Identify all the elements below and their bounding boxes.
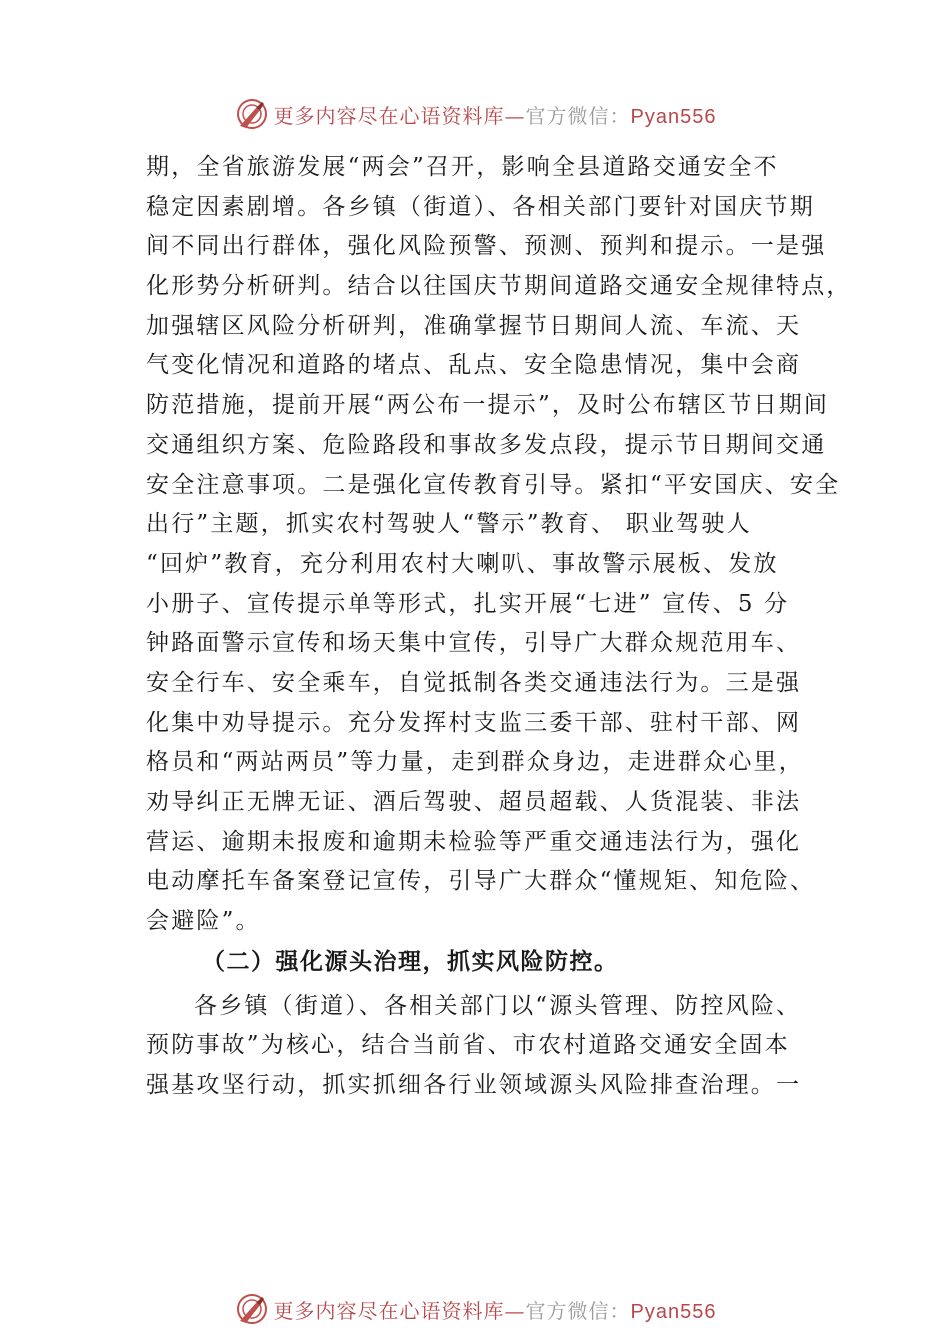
text-line: 防范措施，提前开展“两公布一提示”，及时公布辖区节日期间 xyxy=(146,392,830,419)
text-line: 强基攻坚行动，抓实抓细各行业领域源头风险排查治理。一 xyxy=(146,1072,802,1099)
text-line: 格员和“两站两员”等力量，走到群众身边，走进群众心里， xyxy=(146,749,804,776)
banner-wechat-id: Pyan556 xyxy=(630,1300,717,1323)
text-line: 化形势分析研判。结合以往国庆节期间道路交通安全规律特点， xyxy=(146,273,852,300)
banner-text xyxy=(274,1295,717,1324)
document-body xyxy=(146,148,852,1106)
text-line: 营运、逾期未报废和逾期未检验等严重交通违法行为，强化 xyxy=(146,828,802,855)
banner-wechat-label: 官方微信： xyxy=(525,103,631,128)
text-line: 预防事故”为核心，结合当前省、市农村道路交通安全固本 xyxy=(146,1032,790,1059)
text-line: 小册子、宣传提示单等形式，扎实开展“七进” 宣传、5 分 xyxy=(146,590,790,617)
paragraph-1 xyxy=(146,148,852,942)
banner-dash: — xyxy=(504,103,526,128)
banner-library-text: 更多内容尽在心语资料库 xyxy=(273,1298,505,1323)
text-line: 交通组织方案、危险路段和事故多发点段，提示节日期间交通 xyxy=(146,431,827,458)
section-heading: （二）强化源头治理，抓实风险防控。 xyxy=(202,947,619,975)
footer-banner xyxy=(0,1289,950,1329)
text-line: 稳定因素剧增。各乡镇（街道）、各相关部门要针对国庆节期 xyxy=(146,193,815,220)
text-line: 安全行车、安全乘车，自觉抵制各类交通违法行为。三是强 xyxy=(146,669,802,696)
text-line: 期，全省旅游发展“两会”召开，影响全县道路交通安全不 xyxy=(146,154,779,180)
pen-logo-icon xyxy=(234,1291,270,1327)
text-line: 加强辖区风险分析研判，准确掌握节日期间人流、车流、天 xyxy=(146,312,802,339)
text-line: 钟路面警示宣传和场天集中宣传，引导广大群众规范用车、 xyxy=(146,630,802,657)
text-line: 电动摩托车备案登记宣传，引导广大群众“懂规矩、知危险、 xyxy=(146,868,816,895)
banner-text xyxy=(274,100,717,129)
header-banner xyxy=(0,94,950,134)
banner-wechat-id: Pyan556 xyxy=(630,105,717,128)
text-line: 安全注意事项。二是强化宣传教育引导。紧扣“平安国庆、安全 xyxy=(146,471,841,498)
paragraph-2 xyxy=(146,987,836,1106)
banner-library-text: 更多内容尽在心语资料库 xyxy=(273,103,505,128)
text-line: 出行”主题，抓实农村驾驶人“警示”教育、 职业驾驶人 xyxy=(146,511,752,538)
pen-logo-icon xyxy=(234,96,270,132)
text-line: 间不同出行群体，强化风险预警、预测、预判和提示。一是强 xyxy=(146,233,827,260)
text-line: 会避险”。 xyxy=(146,908,261,935)
text-line: 各乡镇（街道）、各相关部门以“源头管理、防控风险、 xyxy=(194,992,802,1019)
text-line: “回炉”教育，充分利用农村大喇叭、事故警示展板、发放 xyxy=(146,550,779,577)
banner-wechat-label: 官方微信： xyxy=(525,1298,631,1323)
banner-dash: — xyxy=(504,1298,526,1323)
text-line: 气变化情况和道路的堵点、乱点、安全隐患情况，集中会商 xyxy=(146,352,802,379)
text-line: 化集中劝导提示。充分发挥村支监三委干部、驻村干部、网 xyxy=(146,709,802,736)
text-line: 劝导纠正无牌无证、酒后驾驶、超员超载、人货混装、非法 xyxy=(146,789,802,815)
